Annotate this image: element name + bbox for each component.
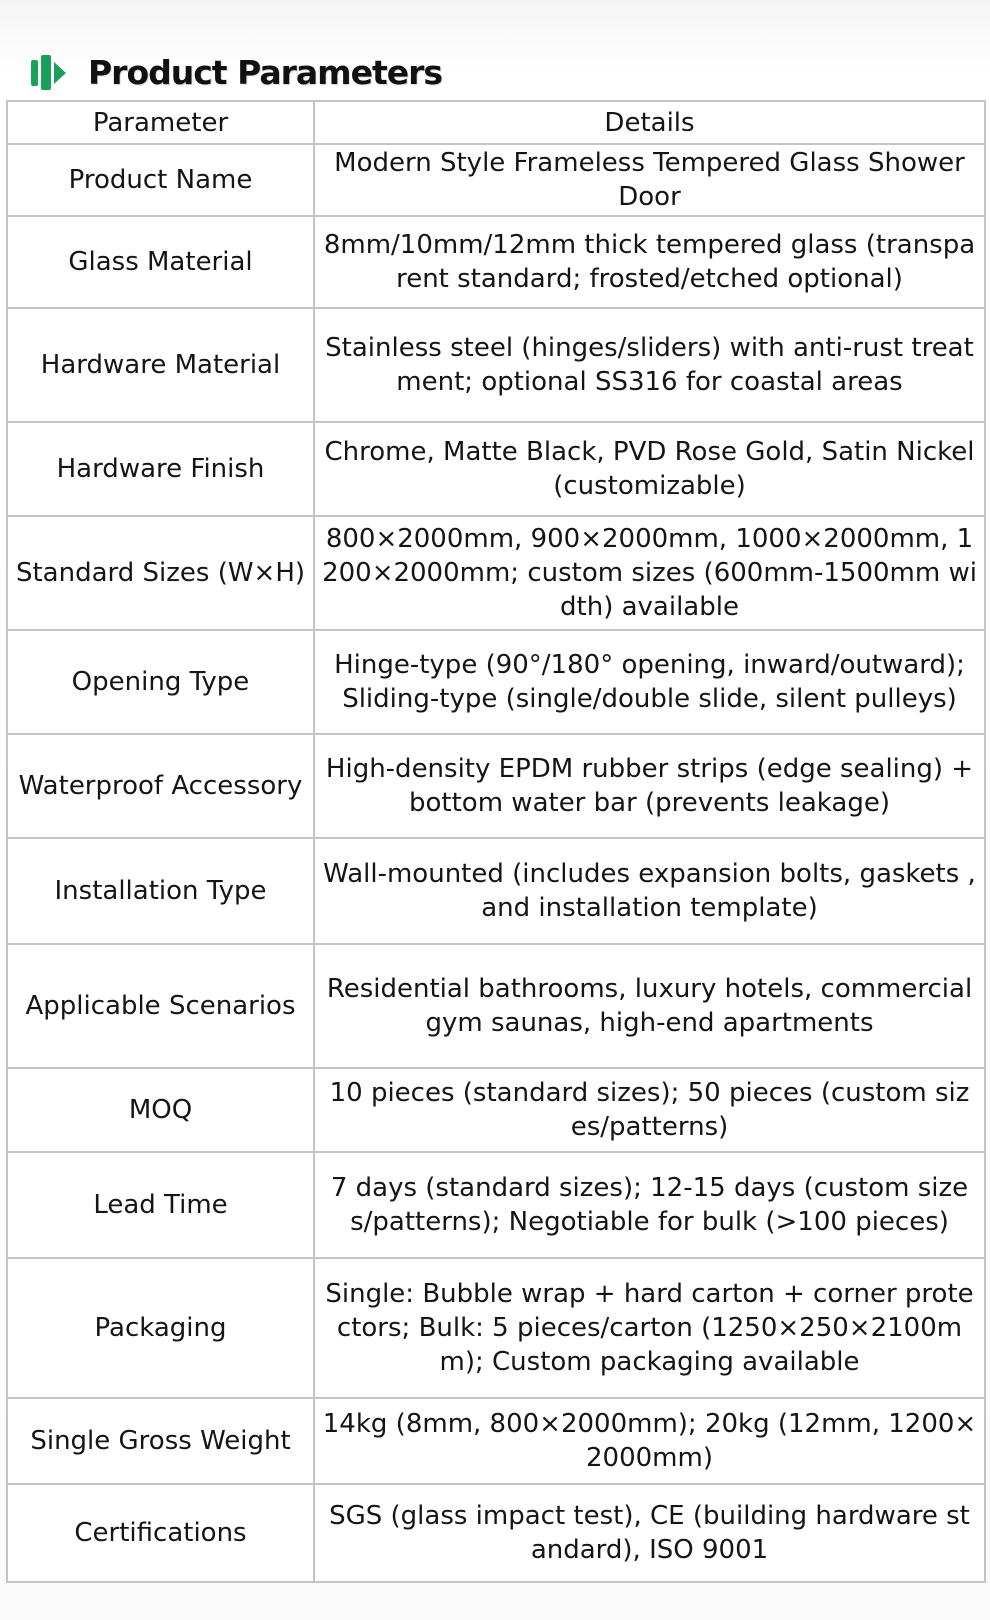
table-row xyxy=(7,422,985,516)
details-cell: Single: Bubble wrap + hard carton + corner protectors; Bulk: 5 pieces/carton (1250×250×2100mm); Custom packaging available xyxy=(314,1258,985,1398)
parameter-cell: Lead Time xyxy=(7,1152,314,1258)
details-cell: 7 days (standard sizes); 12-15 days (custom sizes/patterns); Negotiable for bulk (>100 pieces) xyxy=(314,1152,985,1258)
table-row xyxy=(7,734,985,838)
parameter-cell: Packaging xyxy=(7,1258,314,1398)
parameter-cell: Product Name xyxy=(7,144,314,216)
table-row xyxy=(7,308,985,422)
table-row xyxy=(7,838,985,944)
details-cell: Modern Style Frameless Tempered Glass Shower Door xyxy=(314,144,985,216)
table-header-row xyxy=(7,101,985,144)
column-header-details: Details xyxy=(314,101,985,144)
parameter-cell: Applicable Scenarios xyxy=(7,944,314,1068)
table-row xyxy=(7,630,985,734)
parameter-cell: Certifications xyxy=(7,1484,314,1582)
details-cell: Hinge-type (90°/180° opening, inward/outward); Sliding-type (single/double slide, silent pulleys) xyxy=(314,630,985,734)
parameter-cell: Installation Type xyxy=(7,838,314,944)
table-row xyxy=(7,1484,985,1582)
table-row xyxy=(7,1398,985,1484)
parameters-bar-icon xyxy=(30,51,72,93)
table-row xyxy=(7,944,985,1068)
parameters-table xyxy=(6,100,986,1583)
table-row xyxy=(7,516,985,630)
details-cell: 8mm/10mm/12mm thick tempered glass (transparent standard; frosted/etched optional) xyxy=(314,216,985,308)
parameter-cell: Hardware Finish xyxy=(7,422,314,516)
parameter-cell: Single Gross Weight xyxy=(7,1398,314,1484)
parameter-cell: Waterproof Accessory xyxy=(7,734,314,838)
details-cell: Chrome, Matte Black, PVD Rose Gold, Satin Nickel (customizable) xyxy=(314,422,985,516)
table-row xyxy=(7,1258,985,1398)
table-row xyxy=(7,1068,985,1152)
details-cell: 800×2000mm, 900×2000mm, 1000×2000mm, 1200×2000mm; custom sizes (600mm-1500mm width) available xyxy=(314,516,985,630)
details-cell: 14kg (8mm, 800×2000mm); 20kg (12mm, 1200×2000mm) xyxy=(314,1398,985,1484)
details-cell: SGS (glass impact test), CE (building hardware standard), ISO 9001 xyxy=(314,1484,985,1582)
parameter-cell: Standard Sizes (W×H) xyxy=(7,516,314,630)
column-header-parameter: Parameter xyxy=(7,101,314,144)
page-title: Product Parameters xyxy=(88,52,443,92)
details-cell: Stainless steel (hinges/sliders) with anti-rust treatment; optional SS316 for coastal areas xyxy=(314,308,985,422)
parameter-cell: Hardware Material xyxy=(7,308,314,422)
details-cell: High-density EPDM rubber strips (edge sealing) + bottom water bar (prevents leakage) xyxy=(314,734,985,838)
table-row xyxy=(7,1152,985,1258)
parameter-cell: Glass Material xyxy=(7,216,314,308)
details-cell: Residential bathrooms, luxury hotels, commercial gym saunas, high-end apartments xyxy=(314,944,985,1068)
table-row xyxy=(7,216,985,308)
section-heading xyxy=(30,48,442,96)
details-cell: 10 pieces (standard sizes); 50 pieces (custom sizes/patterns) xyxy=(314,1068,985,1152)
parameter-cell: MOQ xyxy=(7,1068,314,1152)
parameter-cell: Opening Type xyxy=(7,630,314,734)
table-row xyxy=(7,144,985,216)
details-cell: Wall-mounted (includes expansion bolts, gaskets , and installation template) xyxy=(314,838,985,944)
